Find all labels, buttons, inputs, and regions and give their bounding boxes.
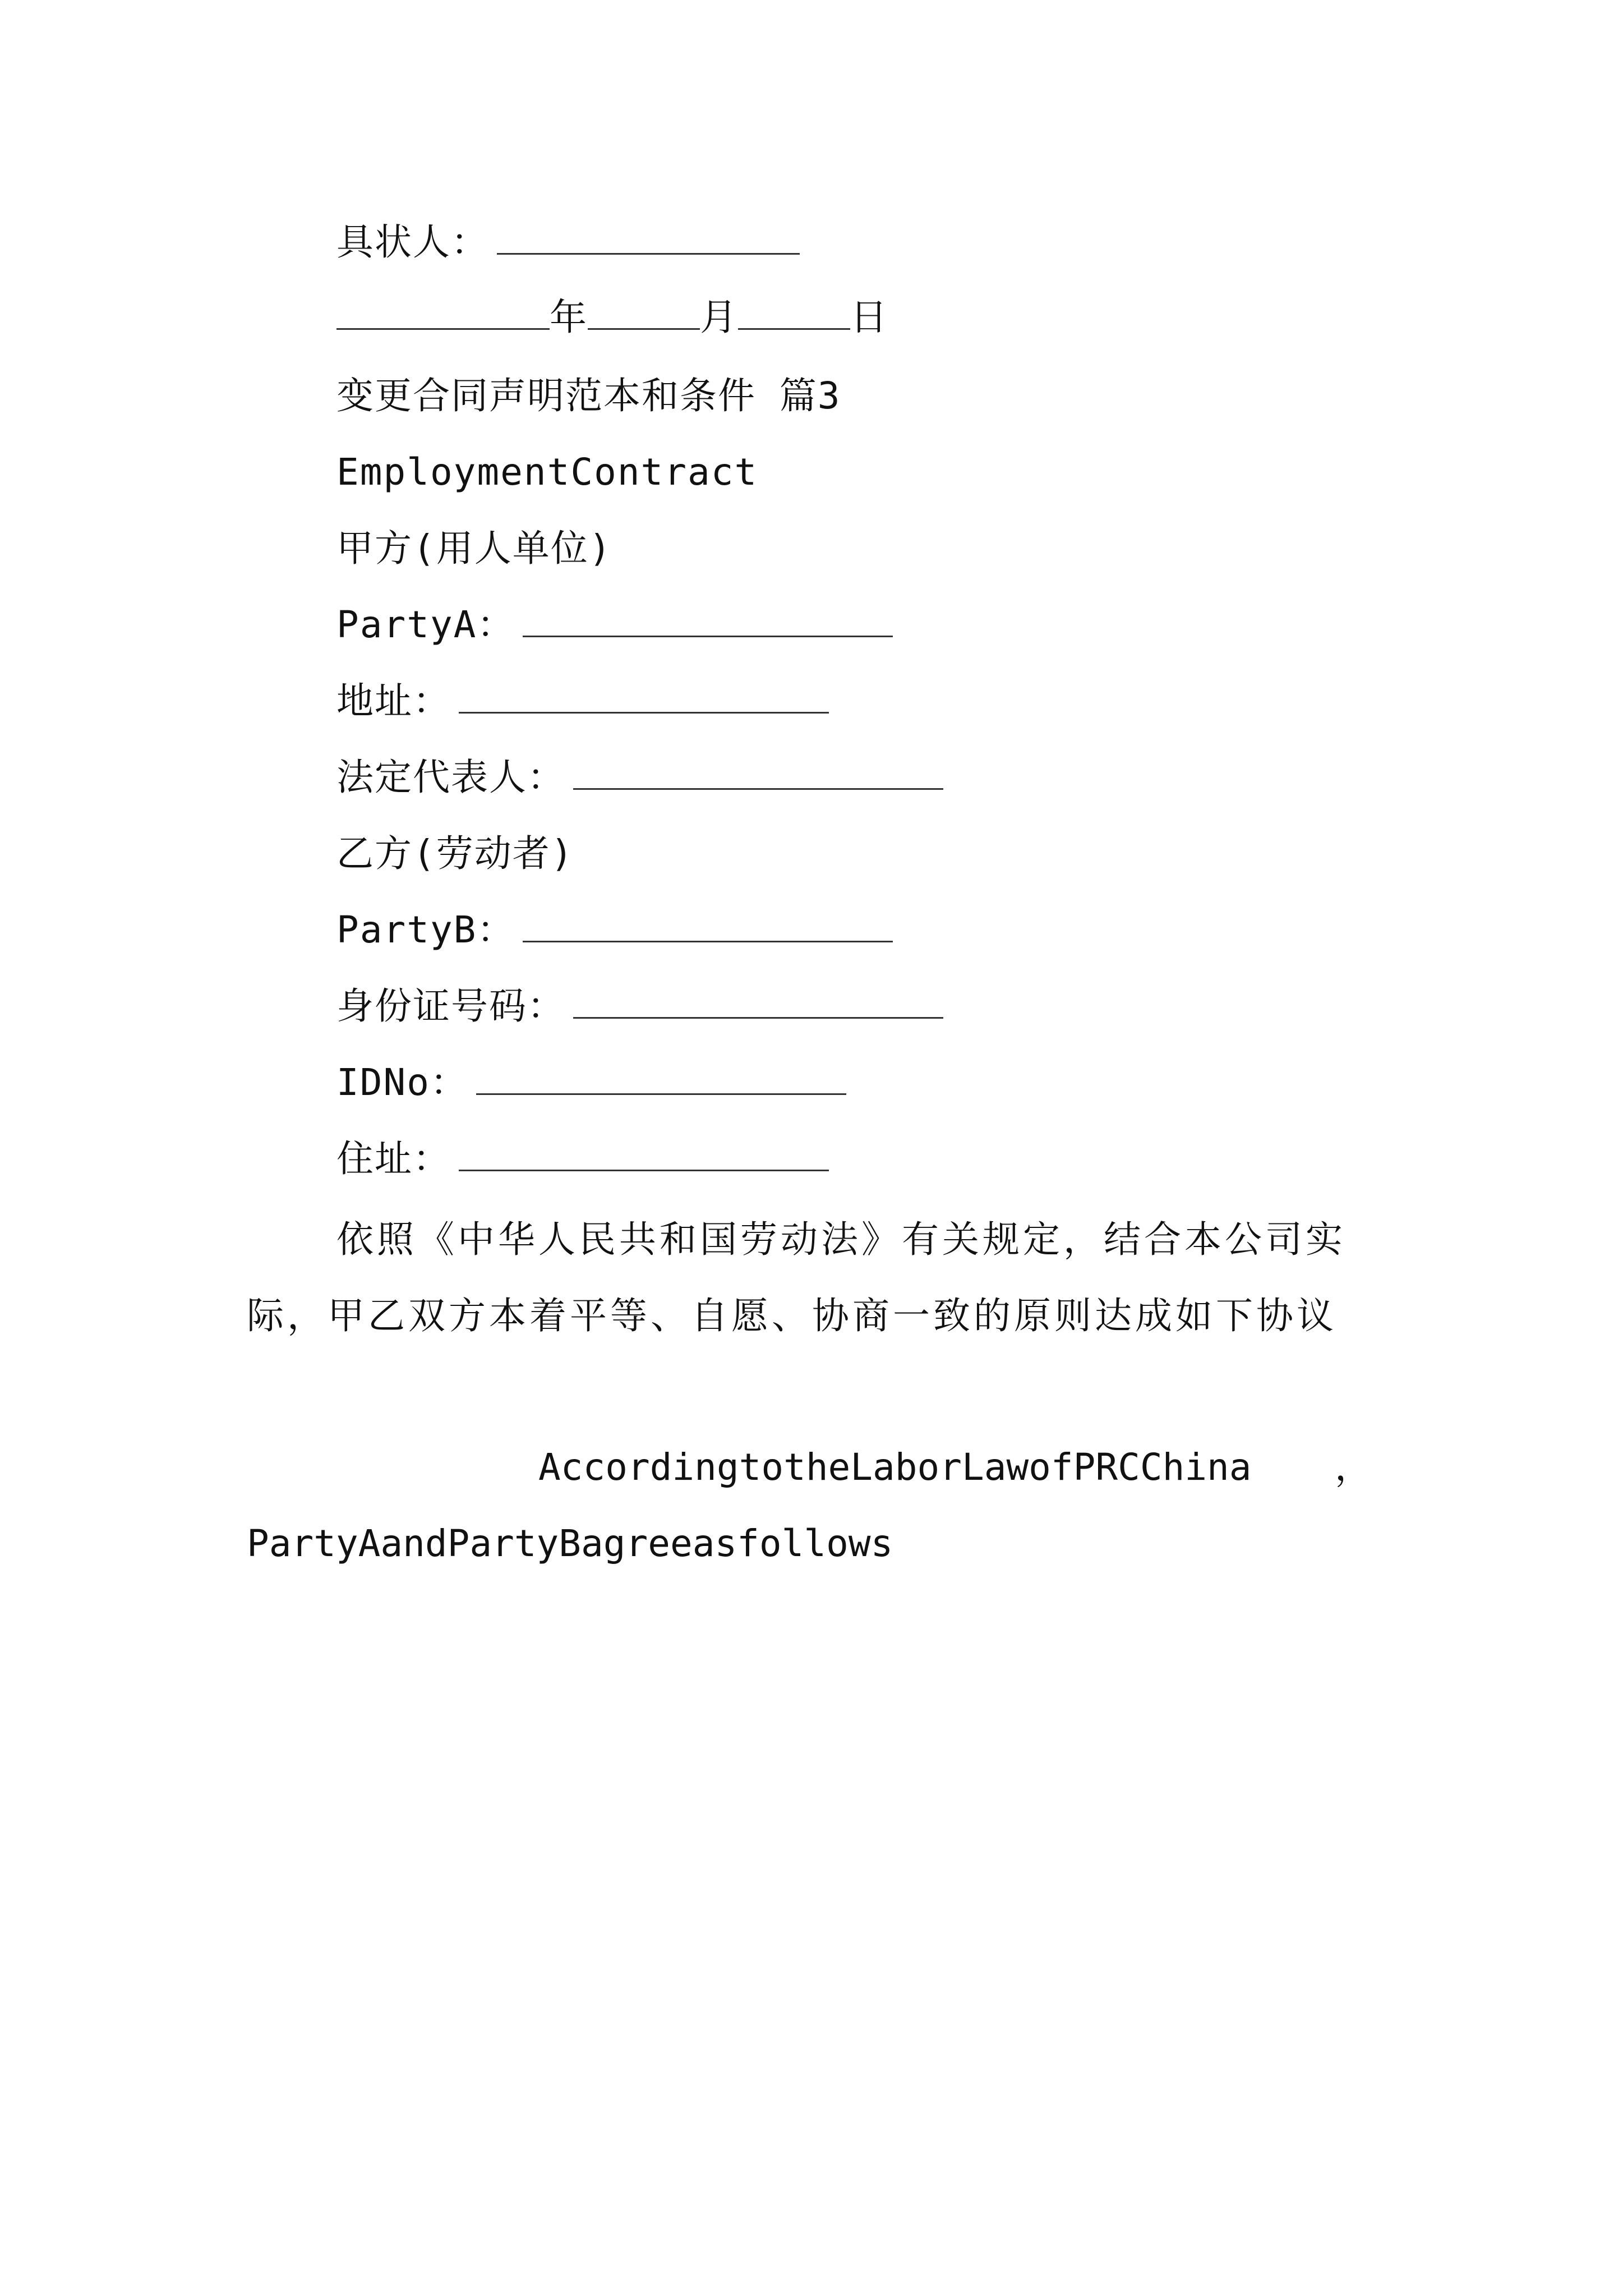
id-no-label: IDNo： bbox=[336, 1061, 468, 1104]
agreement-en-line2: PartyAandPartyBagreeasfollows bbox=[247, 1522, 893, 1565]
section-title: 变更合同声明范本和条件 篇3 bbox=[336, 374, 841, 417]
day-blank bbox=[738, 296, 850, 330]
party-b-heading: 乙方(劳动者) bbox=[336, 832, 574, 875]
legal-rep-line bbox=[336, 755, 943, 800]
year-label: 年 bbox=[550, 296, 588, 339]
id-no-line bbox=[336, 1060, 846, 1105]
party-a-blank bbox=[523, 603, 893, 637]
party-a-heading: 甲方(用人单位) bbox=[336, 527, 612, 570]
id-number-blank bbox=[573, 984, 943, 1019]
agreement-paragraph: 依照《中华人民共和国劳动法》有关规定，结合本公司实际，甲乙双方本着平等、自愿、协商一致的原则达成如下协议 bbox=[247, 1218, 1346, 1337]
address-line bbox=[336, 679, 829, 724]
id-number-label: 身份证号码： bbox=[336, 984, 565, 1028]
day-label: 日 bbox=[850, 296, 888, 339]
address-blank bbox=[459, 679, 829, 714]
residence-blank bbox=[459, 1137, 829, 1171]
residence-label: 住址： bbox=[336, 1137, 451, 1180]
party-b-blank bbox=[523, 908, 893, 942]
legal-rep-blank bbox=[573, 756, 943, 790]
date-line bbox=[336, 295, 888, 340]
agreement-en-comma: ， bbox=[1335, 1446, 1372, 1489]
residence-line bbox=[336, 1137, 829, 1181]
agreement-en-line1: AccordingtotheLaborLawofPRCChina bbox=[538, 1446, 1252, 1489]
month-label: 月 bbox=[700, 296, 738, 339]
id-number-line bbox=[336, 984, 943, 1029]
party-b-label: PartyB： bbox=[336, 908, 515, 951]
signer-blank bbox=[497, 220, 800, 255]
party-b-line bbox=[336, 908, 893, 953]
contract-title-en: EmploymentContract bbox=[336, 450, 758, 494]
signer-line bbox=[336, 220, 800, 265]
year-blank bbox=[336, 296, 550, 330]
legal-rep-label: 法定代表人： bbox=[336, 756, 565, 799]
address-label: 地址： bbox=[336, 679, 451, 723]
id-no-blank bbox=[476, 1061, 846, 1095]
party-a-label: PartyA： bbox=[336, 603, 515, 646]
party-a-line bbox=[336, 602, 893, 647]
signer-label: 具状人： bbox=[336, 220, 489, 264]
month-blank bbox=[588, 296, 700, 330]
